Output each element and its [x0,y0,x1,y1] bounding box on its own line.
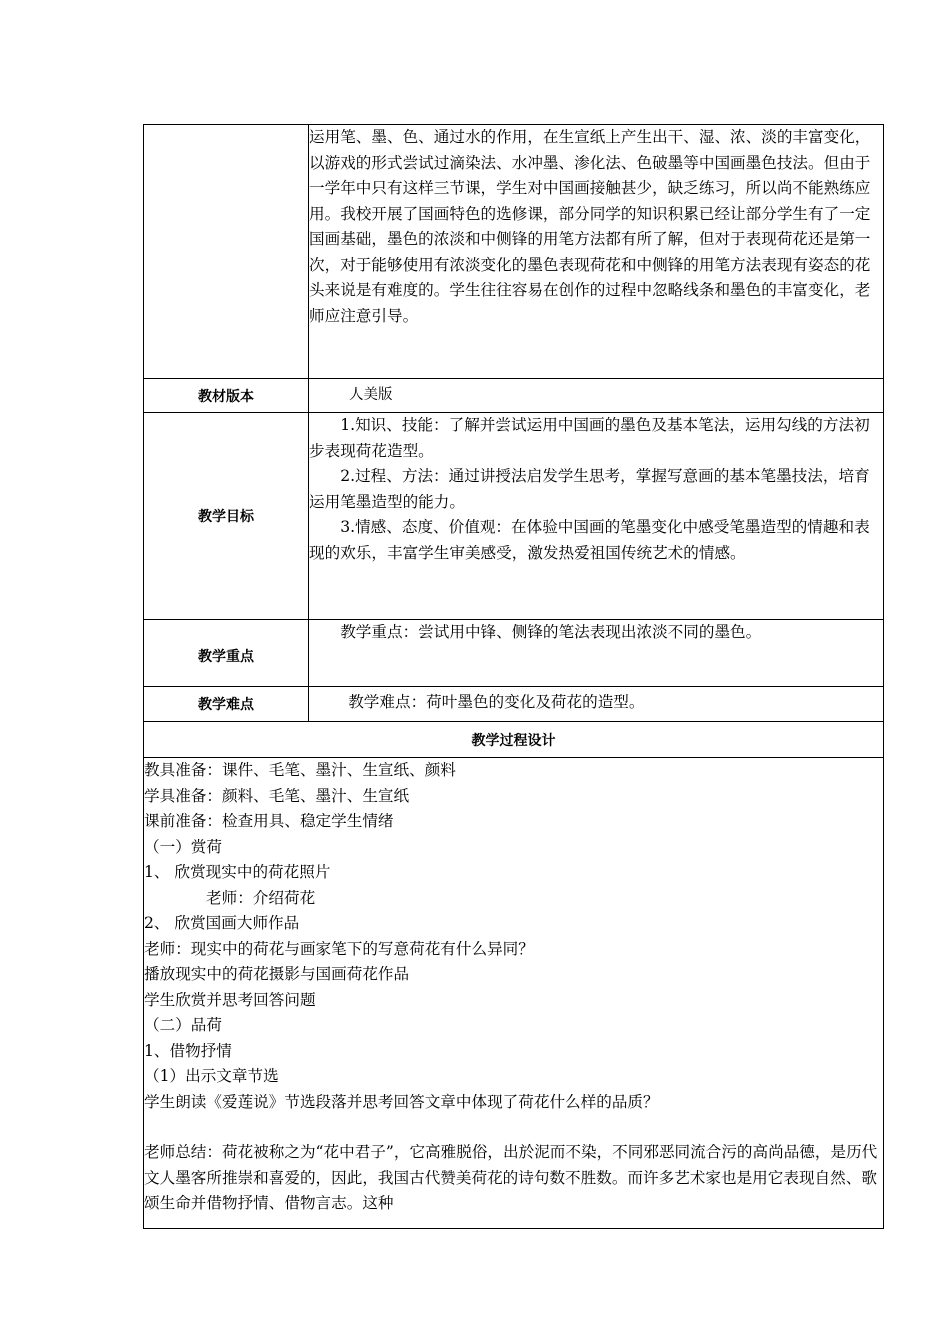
process-title: 教学过程设计 [144,722,884,758]
difficulty-row [144,687,884,722]
goal-item: 2.过程、方法：通过讲授法启发学生思考，掌握写意画的基本笔墨技法，培育运用笔墨造型的能力。 [309,467,870,511]
process-line: 学具准备：颜料、毛笔、墨汁、生宣纸 [144,786,410,805]
process-line: 老师：现实中的荷花与画家笔下的写意荷花有什么异同？ [144,939,534,958]
goals-row [144,413,884,620]
process-line: （二）品荷 [144,1016,222,1034]
key-point-text: 教学重点：尝试用中锋、侧锋的笔法表现出浓淡不同的墨色。 [340,623,762,641]
key-point-cell [309,620,884,687]
goals-label: 教学目标 [144,413,309,620]
process-line: 学生欣赏并思考回答问题 [144,990,316,1009]
edition-label: 教材版本 [144,379,309,413]
key-point-row [144,620,884,687]
process-line: 1、 欣赏现实中的荷花照片 [144,863,331,881]
process-line: 老师：介绍荷花 [206,888,316,907]
process-line: 课前准备：检查用具、稳定学生情绪 [144,812,394,830]
analysis-label-cell [144,125,309,379]
process-line: 2、 欣赏国画大师作品 [144,914,300,932]
process-row [144,758,884,1229]
process-line: 老师总结：荷花被称之为“花中君子”，它高雅脱俗，出於泥而不染，不同邪恶同流合污的高尚品德，是历代文人墨客所推崇和喜爱的，因此，我国古代赞美荷花的诗句数不胜数。而许多艺术家也是用它表现自然、歌颂生命并借物抒情、借物言志。这种 [144,1143,878,1212]
analysis-row [144,125,884,379]
edition-row [144,379,884,413]
analysis-text: 运用笔、墨、色、通过水的作用，在生宣纸上产生出干、湿、浓、淡的丰富变化，以游戏的形式尝试过滴染法、水冲墨、渗化法、色破墨等中国画墨色技法。但由于一学年中只有这样三节课，学生对中国画接触甚少，缺乏练习，所以尚不能熟练应用。我校开展了国画特色的选修课，部分同学的知识积累已经让部分学生有了一定国画基础，墨色的浓淡和中侧锋的用笔方法都有所了解，但对于表现荷花还是第一次，对于能够使用有浓淡变化的墨色表现荷花和中侧锋的用笔方法表现有姿态的花头来说是有难度的。学生往往容易在创作的过程中忽略线条和墨色的丰富变化，老师应注意引导。 [309,128,871,325]
blank-line [144,1115,883,1140]
process-line: （一）赏荷 [144,837,222,856]
difficulty-text: 教学难点：荷叶墨色的变化及荷花的造型。 [348,693,645,711]
difficulty-label: 教学难点 [144,687,309,722]
key-point-label: 教学重点 [144,620,309,687]
process-line: 学生朗读《爱莲说》节选段落并思考回答文章中体现了荷花什么样的品质？ [144,1092,659,1111]
process-line: 教具准备：课件、毛笔、墨汁、生宣纸、颜料 [144,761,456,779]
goals-cell [309,413,884,620]
process-line: 播放现实中的荷花摄影与国画荷花作品 [144,965,410,983]
process-cell [144,758,884,1229]
process-line: 1、借物抒情 [144,1041,232,1060]
edition-value: 人美版 [309,379,884,413]
goal-item: 1.知识、技能：了解并尝试运用中国画的墨色及基本笔法，运用勾线的方法初步表现荷花造型。 [309,416,870,460]
analysis-cell [309,125,884,379]
goal-item: 3.情感、态度、价值观：在体验中国画的笔墨变化中感受笔墨造型的情趣和表现的欢乐，丰富学生审美感受，激发热爱祖国传统艺术的情感。 [309,518,870,562]
difficulty-cell [309,687,884,722]
process-line: （1）出示文章节选 [144,1067,279,1085]
lesson-plan-table [143,124,884,1229]
process-title-row [144,722,884,758]
